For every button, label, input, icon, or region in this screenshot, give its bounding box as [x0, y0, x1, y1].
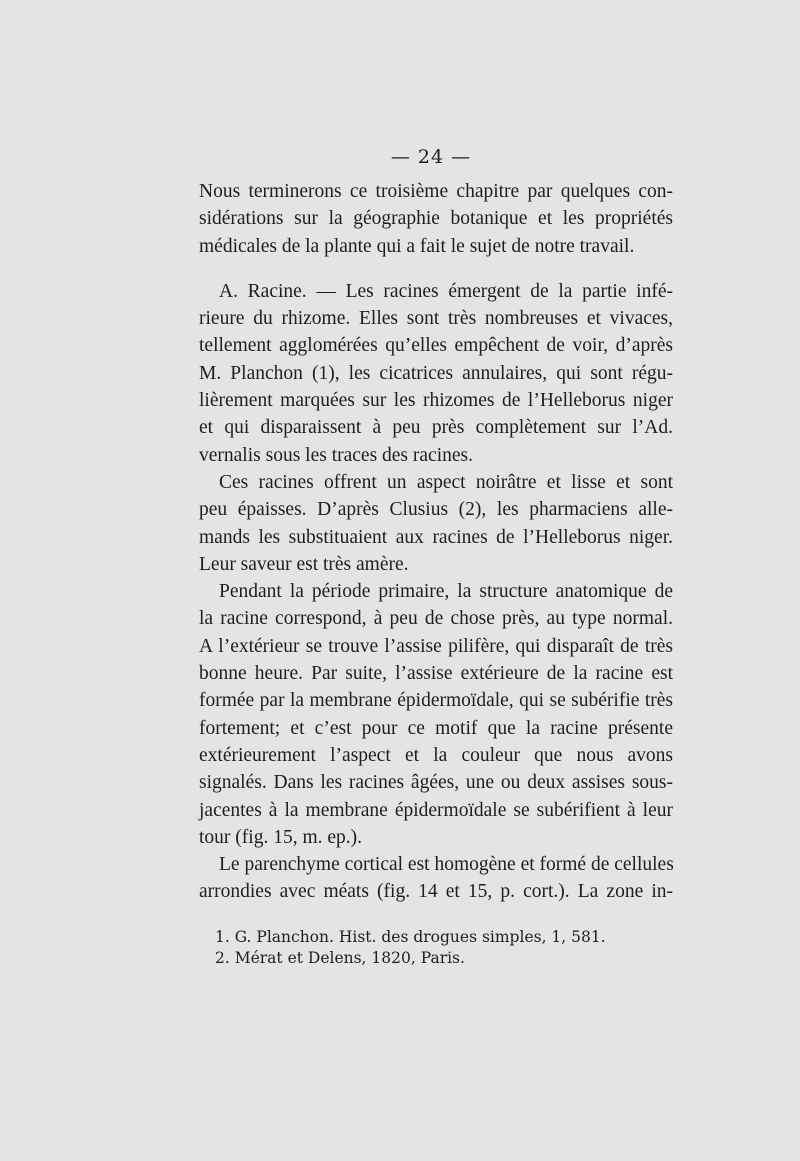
- text-line: M. Planchon (1), les cicatrices annulaires, qui sont régu-: [199, 362, 673, 384]
- text-line: la racine correspond, à peu de chose près, au type normal.: [199, 608, 673, 630]
- footnote-1: 1. G. Planchon. Hist. des drogues simples, 1, 581.: [215, 928, 606, 946]
- text-line: jacentes à la membrane épidermoïdale se subérifient à leur: [199, 799, 673, 821]
- paragraph-aspect: [199, 469, 673, 578]
- paragraph-structure: [199, 578, 673, 851]
- text-line: tour (fig. 15, m. ep.).: [199, 826, 363, 848]
- section-heading-line: A. Racine. — Les racines émergent de la partie infé-: [219, 280, 673, 302]
- text-line: sidérations sur la géographie botanique et les propriétés: [199, 208, 673, 230]
- text-line: arrondies avec méats (fig. 14 et 15, p. cort.). La zone in-: [199, 881, 673, 903]
- footnotes: [215, 927, 685, 969]
- body-text: [199, 178, 673, 906]
- text-line: fortement; et c’est pour ce motif que la racine présente: [199, 717, 673, 739]
- text-line: bonne heure. Par suite, l’assise extérieure de la racine est: [199, 663, 673, 685]
- text-line: formée par la membrane épidermoïdale, qui se subérifie très: [199, 690, 673, 712]
- text-line: A l’extérieur se trouve l’assise pilifère, qui disparaît de très: [199, 635, 673, 657]
- text-line: et qui disparaissent à peu près complètement sur l’Ad.: [199, 417, 673, 439]
- text-line: signalés. Dans les racines âgées, une ou deux assises sous-: [199, 772, 673, 794]
- text-line: lièrement marquées sur les rhizomes de l’Helleborus niger: [199, 390, 673, 412]
- paragraph-parenchyme: [199, 851, 673, 906]
- footnote-2: 2. Mérat et Delens, 1820, Paris.: [215, 949, 465, 967]
- text-line: Ces racines offrent un aspect noirâtre et lisse et sont: [219, 471, 673, 493]
- text-line: Pendant la période primaire, la structure anatomique de: [219, 581, 673, 603]
- text-line: médicales de la plante qui a fait le sujet de notre travail.: [199, 235, 635, 257]
- text-line: Leur saveur est très amère.: [199, 553, 409, 575]
- text-line: vernalis sous les traces des racines.: [199, 444, 473, 466]
- text-line: Le parenchyme cortical est homogène et formé de cellules: [219, 854, 674, 876]
- text-line: Nous terminerons ce troisième chapitre par quelques con-: [199, 181, 673, 202]
- page-number: — 24 —: [390, 146, 472, 168]
- paragraph-intro: [199, 178, 673, 260]
- text-line: rieure du rhizome. Elles sont très nombreuses et vivaces,: [199, 308, 673, 330]
- text-line: tellement agglomérées qu’elles empêchent de voir, d’après: [199, 335, 673, 357]
- paragraph-racine: [199, 278, 673, 469]
- text-line: extérieurement l’aspect et la couleur que nous avons: [199, 744, 673, 766]
- text-line: mands les substituaient aux racines de l’Helleborus niger.: [199, 526, 673, 548]
- text-line: peu épaisses. D’après Clusius (2), les pharmaciens alle-: [199, 499, 673, 521]
